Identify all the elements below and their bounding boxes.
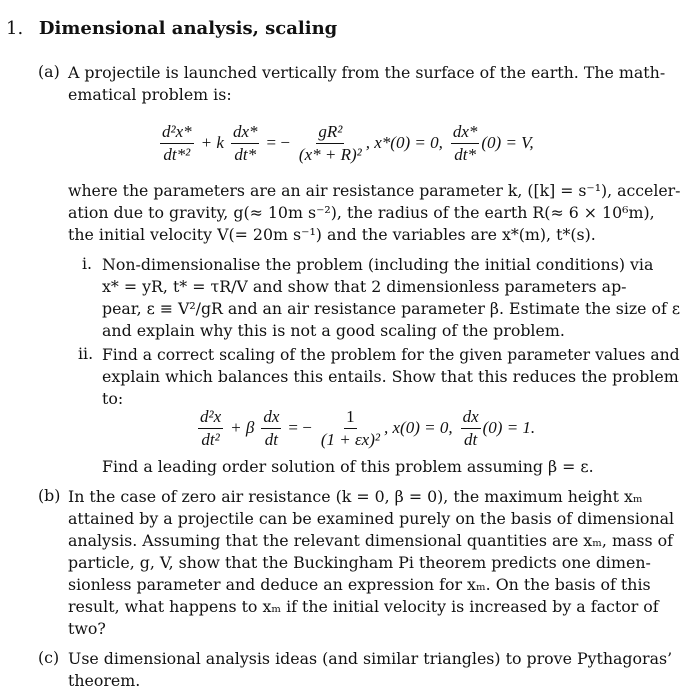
sub-ii-line-1: Find a correct scaling of the problem for the given parameter values and [102,345,680,364]
part-b-line-4: particle, g, V, show that the Buckingham Pi theorem predicts one dimen- [68,553,651,572]
initial-condition-2: (0) = V, [481,133,534,152]
equation-ii [196,404,535,452]
frac-den: dt [264,429,278,449]
part-c-line-1: Use dimensional analysis ideas (and similar triangles) to prove Pythagoras’ [68,649,673,668]
part-c-label: (c) [38,648,60,667]
params-line-2: ation due to gravity, g(≈ 10m s⁻²), the radius of the earth R(≈ 6 × 10⁶m), [68,203,655,222]
frac-den: dt² [201,429,220,449]
frac-num: gR² [316,122,344,144]
frac-num: dx* [451,122,480,144]
part-a-label: (a) [38,62,60,81]
sub-ii-line-2: explain which balances this entails. Show that this reduces the problem [102,367,679,386]
initial-condition-1: , x(0) = 0, [383,418,453,437]
sub-ii-label: ii. [78,344,94,363]
fraction-rhs [319,407,382,450]
fraction-ic2 [461,407,481,450]
sub-ii-after: Find a leading order solution of this problem assuming β = ε. [102,457,594,476]
frac-den: (1 + εx)² [320,429,380,449]
part-b-label: (b) [38,486,61,505]
eq-plus: + β [230,418,255,437]
frac-den: dt* [234,144,257,164]
initial-condition-2: (0) = 1. [482,418,536,437]
section-title: Dimensional analysis, scaling [38,18,338,39]
part-a-intro-line-2: ematical problem is: [68,85,232,104]
sub-ii-line-3: to: [102,389,124,408]
frac-num: d²x [198,407,223,429]
frac-num: 1 [344,407,357,429]
frac-den: (x* + R)² [298,144,362,164]
frac-den: dt [463,429,478,449]
equation-a [158,118,534,168]
frac-num: dx [461,407,481,429]
eq-equals: = − [266,133,290,152]
fraction-rhs [297,122,364,165]
sub-i-label: i. [82,254,93,273]
params-line-3: the initial velocity V(= 20m s⁻¹) and the variables are x*(m), t*(s). [68,225,596,244]
fraction-dx [261,407,281,450]
sub-i-line-2: x* = yR, t* = τR/V and show that 2 dimensionless parameters ap- [102,277,627,296]
frac-num: dx* [231,122,260,144]
section-heading [6,18,337,39]
fraction-ic2 [451,122,480,165]
frac-num: dx [261,407,281,429]
eq-equals: = − [288,418,312,437]
part-b-line-3: analysis. Assuming that the relevant dimensional quantities are xₘ, mass of [68,531,673,550]
frac-den: dt* [454,144,476,164]
fraction-d2x [160,122,194,165]
sub-i-line-4: and explain why this is not a good scaling of the problem. [102,321,565,340]
frac-num: d²x* [160,122,194,144]
part-a-intro-line-1: A projectile is launched vertically from the surface of the earth. The math- [68,63,666,82]
section-number: 1. [6,18,24,39]
eq-plus: + k [200,133,224,152]
part-b-line-7: two? [68,619,106,638]
part-b-line-5: sionless parameter and deduce an expression for xₘ. On the basis of this [68,575,651,594]
frac-den: dt*² [163,144,191,164]
part-c-line-2: theorem. [68,671,141,690]
params-line-1: where the parameters are an air resistance parameter k, ([k] = s⁻¹), acceler- [68,181,681,200]
part-b-line-1: In the case of zero air resistance (k = 0, β = 0), the maximum height xₘ [68,487,643,506]
sub-i-line-3: pear, ε ≡ V²/gR and an air resistance parameter β. Estimate the size of ε [102,299,680,318]
initial-condition-1: , x*(0) = 0, [365,133,443,152]
fraction-dx [231,122,260,165]
part-b-line-6: result, what happens to xₘ if the initial velocity is increased by a factor of [68,597,659,616]
fraction-d2x [198,407,223,450]
part-b-line-2: attained by a projectile can be examined purely on the basis of dimensional [68,509,675,528]
sub-i-line-1: Non-dimensionalise the problem (including the initial conditions) via [102,255,654,274]
